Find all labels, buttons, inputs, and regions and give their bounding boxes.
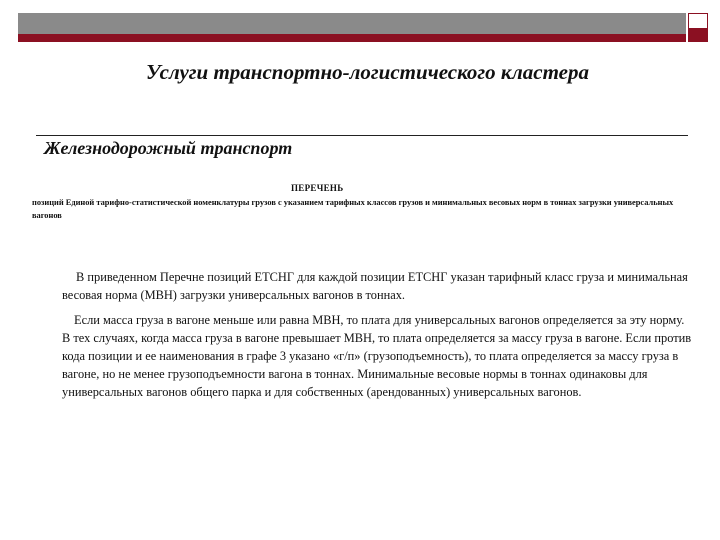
body-paragraph-1: В приведенном Перечне позиций ЕТСНГ для каждой позиции ЕТСНГ указан тарифный класс груза и минимальная весовая норма (МВН) загрузки универсальных вагонов в тоннах. [62, 270, 688, 302]
section-subtitle: Железнодорожный транспорт [44, 138, 293, 158]
body-paragraph-2: Если масса груза в вагоне меньше или равна МВН, то плата для универсальных вагонов определяется за эту норму. В тех случаях, когда масса груза в вагоне превышает МВН, то плата определяется за массу груза в вагоне. Если против кода позиции и ее наименования в графе 3 указано «г/п» (грузоподъемность), то плата определяется за массу груза в вагоне, но не менее грузоподъемности вагона в тоннах. Минимальные весовые нормы в тоннах одинаковы для универсальных вагонов общего парка и для собственных (арендованных) универсальных вагонов. [62, 313, 692, 399]
title-divider [36, 135, 688, 136]
corner-square-outline [688, 13, 708, 29]
slide-title: Услуги транспортно-логистического кластера [146, 60, 589, 84]
header-accent-stripe [18, 34, 686, 42]
header-bar [18, 13, 686, 42]
list-description: позиций Единой тарифно-статистической номенклатуры грузов с указанием тарифных классов грузов и минимальных весовых норм в тоннах загрузки универсальных вагонов [32, 198, 674, 220]
corner-square-fill [688, 29, 708, 42]
list-heading: ПЕРЕЧЕНЬ [291, 183, 344, 193]
